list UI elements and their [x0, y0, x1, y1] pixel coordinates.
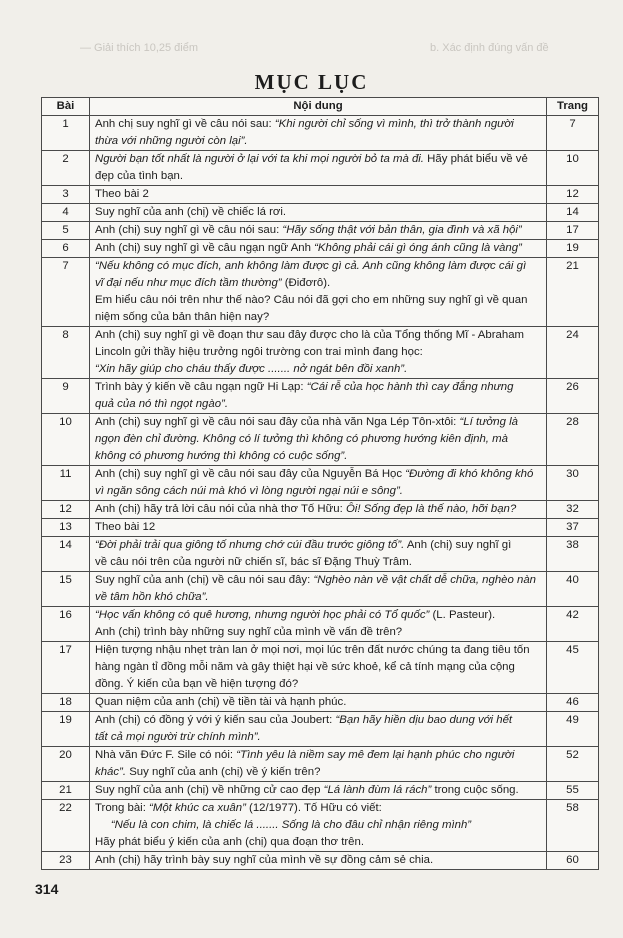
bleed-through-text: — Giải thích 10,25 điểm [80, 42, 199, 54]
quoted-text: không có phương hướng thì không có cuộc sống”. [95, 450, 348, 462]
table-row [42, 694, 599, 712]
quoted-text: “Đời phải trải qua giông tố nhưng chớ cúi đầu trước giông tố”. [95, 539, 405, 551]
content-text: Suy nghĩ của anh (chị) về câu nói sau đây: [95, 574, 314, 586]
content-text: Anh chị suy nghĩ gì về câu nói sau: [95, 118, 275, 130]
page-ref: 37 [547, 519, 599, 537]
header-content: Nội dung [90, 98, 547, 116]
table-row [42, 116, 599, 151]
table-row [42, 222, 599, 240]
lesson-content [90, 240, 547, 258]
content-text: trong cuộc sống. [431, 784, 519, 796]
content-line [95, 431, 541, 448]
lesson-content [90, 186, 547, 204]
lesson-number: 7 [42, 258, 90, 327]
quoted-text: “Xin hãy giúp cho cháu thấy được ....... nở ngát bên đồi xanh”. [95, 363, 408, 375]
content-line [95, 800, 541, 817]
content-line [95, 537, 541, 554]
lesson-content [90, 414, 547, 466]
quoted-text: “Nếu không có mục đích, anh không làm được gì cả. Anh cũng không làm được cái gì [95, 260, 527, 272]
content-text: Hãy phát biểu ý kiến của anh (chị) qua đoạn thơ trên. [95, 836, 364, 848]
lesson-number: 14 [42, 537, 90, 572]
content-line [95, 817, 541, 834]
table-row [42, 501, 599, 519]
lesson-number: 22 [42, 800, 90, 852]
lesson-number: 18 [42, 694, 90, 712]
table-of-contents [41, 97, 599, 870]
content-line [95, 729, 541, 746]
lesson-content [90, 800, 547, 852]
content-line [95, 222, 541, 239]
table-row [42, 712, 599, 747]
quoted-text: “Tình yêu là niềm say mê đem lại hạnh phúc cho người [236, 749, 515, 761]
content-text: Anh (chị) suy nghĩ gì về đoạn thư sau đây được cho là của Tổng thống Mĩ - Abraham [95, 329, 525, 341]
content-text: Anh (chị) suy nghĩ gì về câu ngạn ngữ Anh [95, 242, 315, 254]
quoted-text: khác”. [95, 766, 127, 778]
content-text: niệm sống của bản thân hiện nay? [95, 311, 270, 323]
content-text: Em hiểu câu nói trên như thế nào? Câu nói đã gợi cho em những suy nghĩ gì về quan [95, 294, 528, 306]
page-ref: 40 [547, 572, 599, 607]
page-ref: 24 [547, 327, 599, 379]
content-line [95, 642, 541, 659]
page-ref: 32 [547, 501, 599, 519]
table-row [42, 151, 599, 186]
quoted-text: “Không phải cái gì óng ánh cũng là vàng” [314, 242, 522, 254]
quoted-text: tất cả mọi người trừ chính mình”. [95, 731, 261, 743]
lesson-content [90, 694, 547, 712]
page-ref: 21 [547, 258, 599, 327]
table-row [42, 240, 599, 258]
lesson-content [90, 379, 547, 414]
content-text: Hiện tượng nhậu nhẹt tràn lan ở mọi nơi, mọi lúc trên đất nước chúng ta đang tiêu tốn [95, 644, 530, 656]
quoted-text: về tâm hồn khó chữa”. [95, 591, 209, 603]
page-number: 314 [35, 881, 59, 897]
page-ref: 52 [547, 747, 599, 782]
content-line [95, 589, 541, 606]
page-ref: 58 [547, 800, 599, 852]
lesson-number: 12 [42, 501, 90, 519]
page-ref: 55 [547, 782, 599, 800]
content-line [95, 379, 541, 396]
quoted-text: “Khi người chỉ sống vì mình, thì trở thành người [274, 118, 514, 130]
content-line [95, 186, 541, 203]
lesson-number: 8 [42, 327, 90, 379]
table-row [42, 258, 599, 327]
content-line [95, 554, 541, 571]
lesson-number: 23 [42, 852, 90, 870]
content-line [95, 292, 541, 309]
content-text: Lincoln gửi thầy hiệu trưởng ngôi trường con trai mình đang học: [95, 346, 423, 358]
content-line [95, 275, 541, 292]
table-header-row [42, 98, 599, 116]
page-ref: 17 [547, 222, 599, 240]
lesson-number: 6 [42, 240, 90, 258]
lesson-number: 17 [42, 642, 90, 694]
lesson-content [90, 501, 547, 519]
lesson-number: 1 [42, 116, 90, 151]
quoted-text: “Lí tưởng là [459, 416, 518, 428]
content-text: về câu nói trên của người nữ chiến sĩ, bác sĩ Đặng Thuỳ Trâm. [95, 556, 412, 568]
lesson-number: 20 [42, 747, 90, 782]
table-row [42, 519, 599, 537]
quoted-text: Người bạn tốt nhất là người ở lại với ta khi mọi người bỏ ta mà đi. [95, 153, 424, 165]
content-line [95, 747, 541, 764]
lesson-content [90, 642, 547, 694]
page-ref: 46 [547, 694, 599, 712]
lesson-number: 19 [42, 712, 90, 747]
lesson-content [90, 782, 547, 800]
table-row [42, 572, 599, 607]
quoted-text: “Bạn hãy hiền dịu bao dung với hết [335, 714, 513, 726]
content-text: Theo bài 12 [95, 521, 156, 533]
content-line [95, 240, 541, 257]
content-text: Anh (chị) hãy trình bày suy nghĩ của mình về sự đồng cảm sẻ chia. [95, 854, 434, 866]
content-line [95, 572, 541, 589]
lesson-content [90, 222, 547, 240]
lesson-content [90, 204, 547, 222]
content-line [95, 712, 541, 729]
content-line [95, 607, 541, 624]
quoted-text: vì ngăn sông cách núi mà khó vì lòng người ngại núi e sông”. [95, 485, 403, 497]
content-line [95, 258, 541, 275]
content-line [95, 309, 541, 326]
page-ref: 45 [547, 642, 599, 694]
quoted-text: “Nếu là con chim, là chiếc lá ....... Sống là cho đâu chỉ nhận riêng mình” [95, 819, 472, 831]
page-ref: 10 [547, 151, 599, 186]
header-page: Trang [547, 98, 599, 116]
content-text: Trong bài: [95, 802, 150, 814]
lesson-content [90, 151, 547, 186]
quoted-text: “Học vấn không có quê hương, nhưng người học phải có Tổ quốc” [95, 609, 430, 621]
page-ref: 14 [547, 204, 599, 222]
lesson-content [90, 327, 547, 379]
content-text: Suy nghĩ của anh (chị) về những cử cao đẹp [95, 784, 324, 796]
content-text: Trình bày ý kiến về câu ngạn ngữ Hi Lạp: [95, 381, 307, 393]
content-text: Hãy phát biểu về vẻ [423, 153, 528, 165]
quoted-text: ngọn đèn chỉ đường. Không có lí tưởng thì không có phương hướng kiên định, mà [95, 433, 508, 445]
content-text: hàng ngàn tỉ đồng mỗi năm và gây thiệt hại về sức khoẻ, kể cả tính mạng của cộng [95, 661, 515, 673]
content-text: Anh (chị) có đồng ý với ý kiến sau của Joubert: [95, 714, 336, 726]
content-line [95, 764, 541, 781]
lesson-number: 15 [42, 572, 90, 607]
content-text: (L. Pasteur). [429, 609, 496, 621]
quoted-text: “Hãy sống thật với bản thân, gia đình và xã hội” [282, 224, 522, 236]
table-row [42, 852, 599, 870]
table-row [42, 800, 599, 852]
content-text: Anh (chị) suy nghĩ gì về câu nói sau đây của Nguyễn Bá Học [95, 468, 406, 480]
lesson-content [90, 572, 547, 607]
quoted-text: thừa với những người còn lại”. [95, 135, 248, 147]
content-line [95, 414, 541, 431]
bleed-through-text: b. Xác định đúng vấn đề [430, 42, 549, 54]
page-ref: 7 [547, 116, 599, 151]
table-body [42, 116, 599, 870]
content-line [95, 852, 541, 869]
table-row [42, 204, 599, 222]
content-line [95, 694, 541, 711]
table-row [42, 379, 599, 414]
content-line [95, 466, 541, 483]
content-line [95, 624, 541, 641]
table-row [42, 466, 599, 501]
page-ref: 60 [547, 852, 599, 870]
lesson-number: 10 [42, 414, 90, 466]
content-text: Suy nghĩ của anh (chị) về chiếc lá rơi. [95, 206, 287, 218]
lesson-number: 21 [42, 782, 90, 800]
content-text: Anh (chị) suy nghĩ gì [404, 539, 512, 551]
lesson-number: 2 [42, 151, 90, 186]
content-line [95, 501, 541, 518]
lesson-number: 16 [42, 607, 90, 642]
table-row [42, 642, 599, 694]
content-line [95, 168, 541, 185]
page-ref: 28 [547, 414, 599, 466]
content-line [95, 519, 541, 536]
content-line [95, 116, 541, 133]
content-text: Anh (chị) suy nghĩ gì về câu nói sau: [95, 224, 283, 236]
lesson-number: 3 [42, 186, 90, 204]
content-text: Quan niệm của anh (chị) về tiền tài và hạnh phúc. [95, 696, 347, 708]
quoted-text: quả của nó thì ngọt ngào”. [95, 398, 228, 410]
content-text: đồng. Ý kiến của bạn về hiện tượng đó? [95, 678, 299, 690]
lesson-content [90, 747, 547, 782]
quoted-text: vĩ đại nếu như mục đích tầm thường” [95, 277, 282, 289]
content-line [95, 448, 541, 465]
content-line [95, 396, 541, 413]
table-row [42, 537, 599, 572]
page-title: MỤC LỤC [254, 70, 369, 95]
content-text: Theo bài 2 [95, 188, 149, 200]
table-row [42, 186, 599, 204]
page-ref: 12 [547, 186, 599, 204]
lesson-content [90, 712, 547, 747]
table-row [42, 782, 599, 800]
content-text: Suy nghĩ của anh (chị) về ý kiến trên? [126, 766, 321, 778]
content-text: đẹp của tình bạn. [95, 170, 184, 182]
quoted-text: “Đường đi khó không khó [405, 468, 534, 480]
content-line [95, 834, 541, 851]
lesson-content [90, 537, 547, 572]
lesson-content [90, 607, 547, 642]
page-ref: 19 [547, 240, 599, 258]
content-line [95, 782, 541, 799]
lesson-content [90, 852, 547, 870]
lesson-content [90, 258, 547, 327]
quoted-text: Ôi! Sống đẹp là thế nào, hỡi bạn? [345, 503, 517, 515]
quoted-text: “Một khúc ca xuân” [149, 802, 246, 814]
lesson-number: 13 [42, 519, 90, 537]
lesson-content [90, 466, 547, 501]
table-row [42, 747, 599, 782]
page-ref: 30 [547, 466, 599, 501]
quoted-text: “Cái rễ của học hành thì cay đắng nhưng [306, 381, 514, 393]
content-text: (Điđơrô). [281, 277, 331, 289]
content-line [95, 151, 541, 168]
page-ref: 49 [547, 712, 599, 747]
content-line [95, 676, 541, 693]
table-row [42, 414, 599, 466]
content-text: Anh (chị) trình bày những suy nghĩ của mình về vấn đề trên? [95, 626, 403, 638]
content-line [95, 344, 541, 361]
lesson-number: 9 [42, 379, 90, 414]
quoted-text: “Lá lành đùm lá rách” [323, 784, 432, 796]
page-ref: 26 [547, 379, 599, 414]
content-text: (12/1977). Tố Hữu có viết: [245, 802, 382, 814]
content-line [95, 327, 541, 344]
content-text: Nhà văn Đức F. Sile có nói: [95, 749, 237, 761]
content-line [95, 133, 541, 150]
header-lesson: Bài [42, 98, 90, 116]
content-line [95, 361, 541, 378]
quoted-text: “Nghèo nàn về vật chất dễ chữa, nghèo nàn [313, 574, 536, 586]
table-row [42, 607, 599, 642]
content-line [95, 204, 541, 221]
content-text: Anh (chị) hãy trả lời câu nói của nhà thơ Tố Hữu: [95, 503, 346, 515]
lesson-number: 11 [42, 466, 90, 501]
page-ref: 38 [547, 537, 599, 572]
page-ref: 42 [547, 607, 599, 642]
table-row [42, 327, 599, 379]
lesson-number: 4 [42, 204, 90, 222]
lesson-content [90, 519, 547, 537]
lesson-number: 5 [42, 222, 90, 240]
content-line [95, 659, 541, 676]
content-line [95, 483, 541, 500]
lesson-content [90, 116, 547, 151]
content-text: Anh (chị) suy nghĩ gì về câu nói sau đây của nhà văn Nga Lép Tôn-xtôi: [95, 416, 460, 428]
